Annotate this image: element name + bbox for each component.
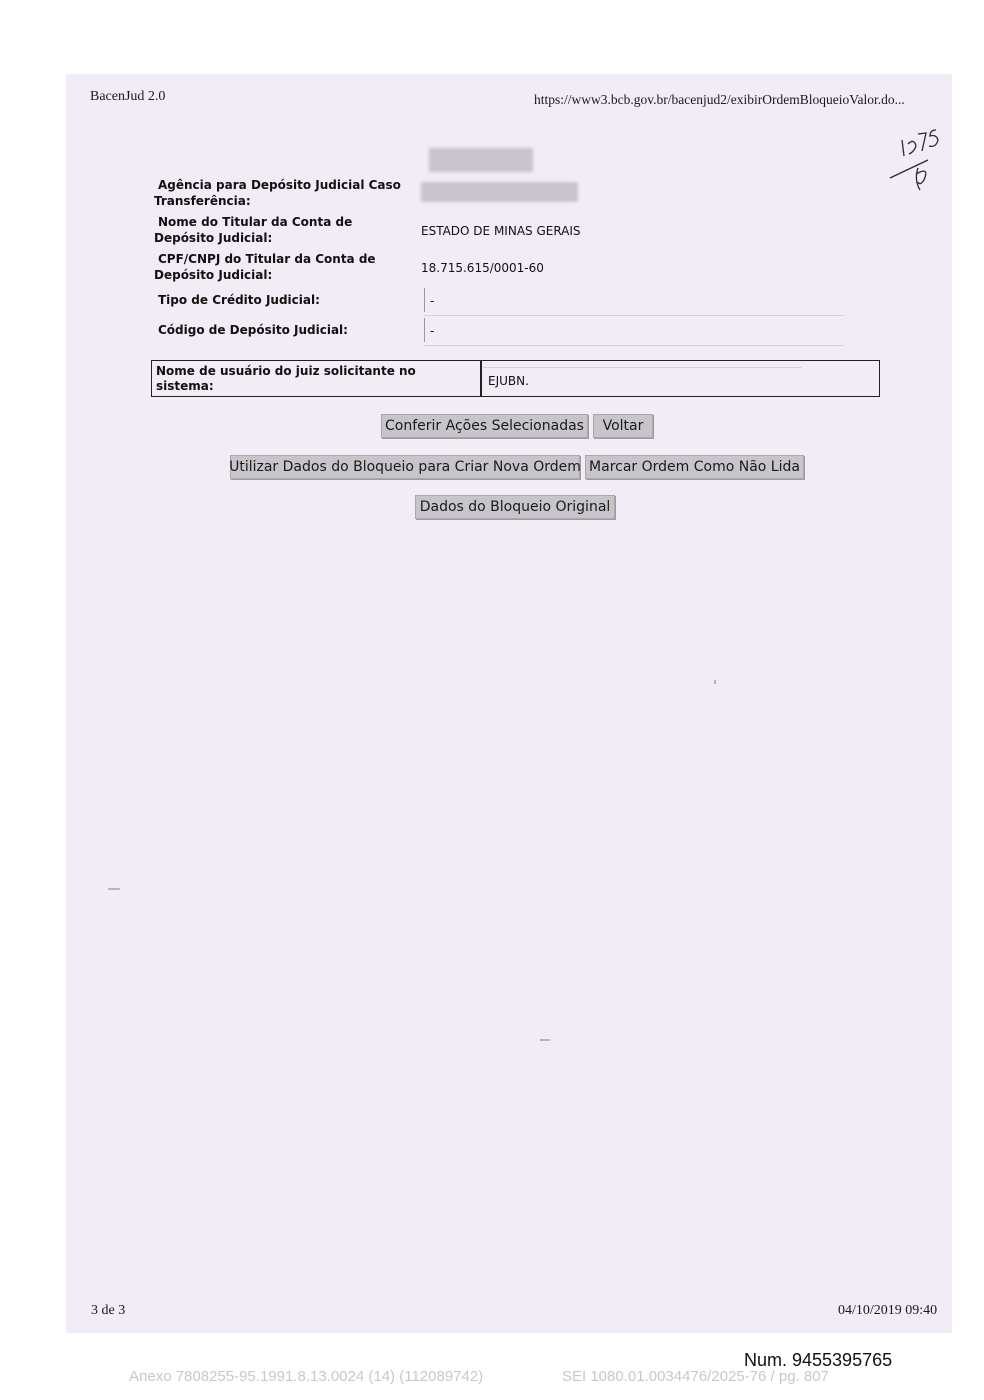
judge-label: Nome de usuário do juiz solicitante no sistema: xyxy=(156,364,416,393)
codigo-value: - xyxy=(430,324,435,338)
titular-label: Nome do Titular da Conta de Depósito Judicial: xyxy=(154,215,353,245)
titular-value: ESTADO DE MINAS GERAIS xyxy=(421,224,581,238)
print-datetime: 04/10/2019 09:40 xyxy=(838,1303,938,1318)
judge-table xyxy=(151,360,880,397)
divider xyxy=(482,367,802,368)
page-counter: 3 de 3 xyxy=(91,1303,126,1318)
marcar-nao-lida-button[interactable]: Marcar Ordem Como Não Lida xyxy=(585,455,804,479)
stamp-left: Anexo 7808255-95.1991.8.13.0024 (14) (112089742) xyxy=(129,1368,484,1385)
criar-nova-ordem-button[interactable]: Utilizar Dados do Bloqueio para Criar Nova Ordem xyxy=(230,455,580,479)
divider xyxy=(424,318,425,342)
scan-speck xyxy=(540,1039,550,1041)
redacted-block-top xyxy=(429,148,533,172)
scan-speck xyxy=(714,680,716,684)
divider xyxy=(424,288,425,312)
cpf-label: CPF/CNPJ do Titular da Conta de Depósito Judicial: xyxy=(154,252,376,282)
page-url: https://www3.bcb.gov.br/bacenjud2/exibirOrdemBloqueioValor.do... xyxy=(534,92,905,107)
agencia-label: Agência para Depósito Judicial Caso Transferência: xyxy=(154,178,401,208)
tipo-value: - xyxy=(430,294,435,308)
document-number: Num. 9455395765 xyxy=(744,1350,893,1370)
judge-value: EJUBN. xyxy=(488,374,529,388)
redacted-block-agencia xyxy=(421,182,578,202)
voltar-button[interactable]: Voltar xyxy=(593,414,653,438)
app-title: BacenJud 2.0 xyxy=(90,89,166,104)
handwritten-annotation xyxy=(888,122,948,202)
scan-speck xyxy=(108,888,120,890)
codigo-label: Código de Depósito Judicial: xyxy=(158,323,348,337)
cpf-value: 18.715.615/0001-60 xyxy=(421,261,544,275)
dados-bloqueio-original-button[interactable]: Dados do Bloqueio Original xyxy=(415,495,615,519)
divider xyxy=(424,345,844,346)
conferir-acoes-button[interactable]: Conferir Ações Selecionadas xyxy=(381,414,588,438)
divider xyxy=(424,315,844,316)
stamp-right: SEI 1080.01.0034476/2025-76 / pg. 807 xyxy=(562,1368,829,1385)
tipo-label: Tipo de Crédito Judicial: xyxy=(158,293,320,307)
